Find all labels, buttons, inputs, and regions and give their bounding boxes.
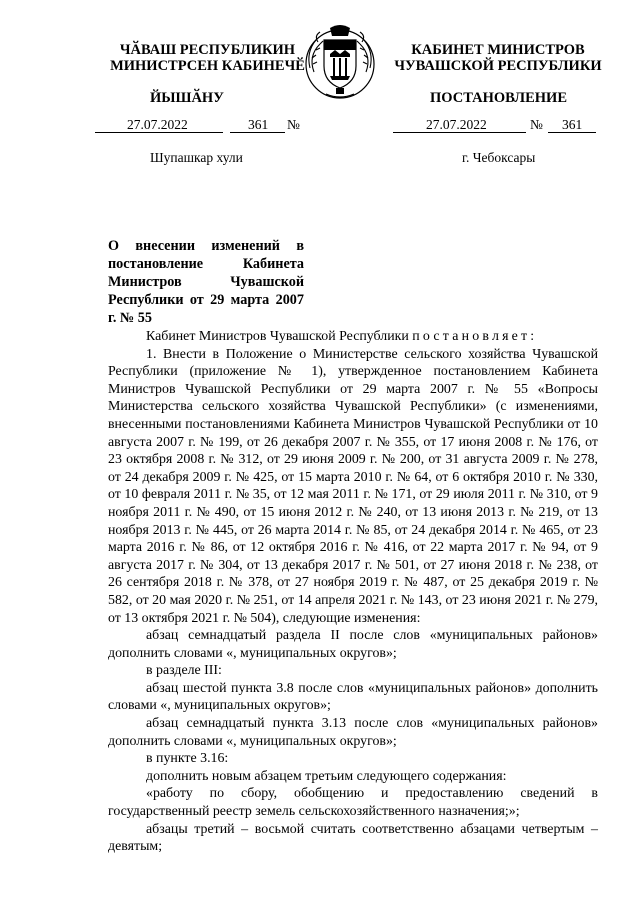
document-title: О внесении изменений в постановление Кабинета Министров Чувашской Республики от 29 марта 2007 г. № 55: [108, 238, 304, 326]
document-body: [108, 328, 598, 856]
preamble-verb: постановляет:: [412, 329, 538, 344]
issuer-line-1: КАБИНЕТ МИНИСТРОВ: [411, 42, 585, 58]
issuer-line-2: МИНИСТРСЕН КАБИНЕЧӖ: [110, 58, 305, 74]
right-number-sign: №: [530, 117, 543, 132]
left-place: Шупашкар хули: [150, 150, 243, 165]
right-number: 361: [562, 117, 583, 132]
preamble-text: Кабинет Министров Чувашской Республики: [146, 329, 413, 344]
preamble: [108, 328, 598, 346]
left-number-sign: №: [287, 117, 300, 132]
issuer-line-1: ЧӐВАШ РЕСПУБЛИКИН: [119, 42, 296, 58]
body-paragraph: абзац семнадцатый раздела II после слов «муниципальных районов» дополнить словами «, муниципальных округов»;: [108, 628, 598, 661]
left-date: 27.07.2022: [127, 117, 188, 132]
body-paragraph: абзац семнадцатый пункта 3.13 после слов «муниципальных районов» дополнить словами «, муниципальных округов»;: [108, 716, 598, 749]
issuer-name-chuvash: [95, 42, 320, 74]
right-place: г. Чебоксары: [462, 150, 536, 165]
document-kind-russian: ПОСТАНОВЛЕНИЕ: [430, 90, 568, 106]
left-number: 361: [248, 117, 269, 132]
body-paragraph: 1. Внести в Положение о Министерстве сельского хозяйства Чувашской Республики (приложение № 1), утвержденное постановлением Кабинета Министров Чувашской Республики от 29 марта 2007 г. № 55 «Вопросы Министерства сельского хозяйства Чувашской Республики» (с изменениями, внесенными постановлениями Кабинета Министров Чувашской Республики от 10 августа 2007 г. № 199, от 26 декабря 2007 г. № 355, от 17 июня 2008 г. № 176, от 23 октября 2008 г. № 312, от 29 июня 2009 г. № 200, от 31 августа 2009 г. № 278, от 24 декабря 2009 г. № 425, от 15 марта 2010 г. № 64, от 6 октября 2010 г. № 330, от 10 февраля 2011 г. № 35, от 12 мая 2011 г. № 171, от 29 июля 2011 г. № 310, от 9 ноября 2011 г. № 490, от 15 июня 2012 г. № 240, от 13 июня 2013 г. № 219, от 13 ноября 2013 г. № 445, от 26 марта 2014 г. № 85, от 24 декабря 2014 г. № 465, от 23 марта 2016 г. № 86, от 12 октября 2016 г. № 416, от 22 марта 2017 г. № 94, от 9 августа 2017 г. № 304, от 13 декабря 2017 г. № 501, от 27 июня 2018 г. № 238, от 26 сентября 2018 г. № 378, от 27 ноября 2019 г. № 487, от 25 декабря 2019 г. № 582, от 20 мая 2020 г. № 251, от 14 апреля 2021 г. № 143, от 23 июня 2021 г. № 279, от 13 октября 2021 г. № 504), следующие изменения:: [108, 346, 598, 626]
body-paragraph: «работу по сбору, обобщению и предоставлению сведений в государственный реестр земель сельскохозяйственного назначения;»;: [108, 786, 598, 820]
body-paragraph: дополнить новым абзацем третьим следующего содержания:: [146, 768, 507, 784]
right-date: 27.07.2022: [426, 117, 487, 132]
document-kind-chuvash: ЙЫШӐНУ: [150, 90, 224, 106]
issuer-name-russian: [378, 42, 618, 74]
body-paragraph: в пункте 3.16:: [146, 751, 229, 767]
body-paragraph: абзацы третий – восьмой считать соответственно абзацами четвертым – девятым;: [108, 821, 598, 855]
issuer-line-2: ЧУВАШСКОЙ РЕСПУБЛИКИ: [394, 58, 602, 74]
body-paragraph: в разделе III:: [146, 663, 222, 679]
body-paragraph: абзац шестой пункта 3.8 после слов «муниципальных районов» дополнить словами «, муниципальных округов»;: [108, 680, 598, 714]
coat-of-arms-icon: [300, 22, 380, 102]
